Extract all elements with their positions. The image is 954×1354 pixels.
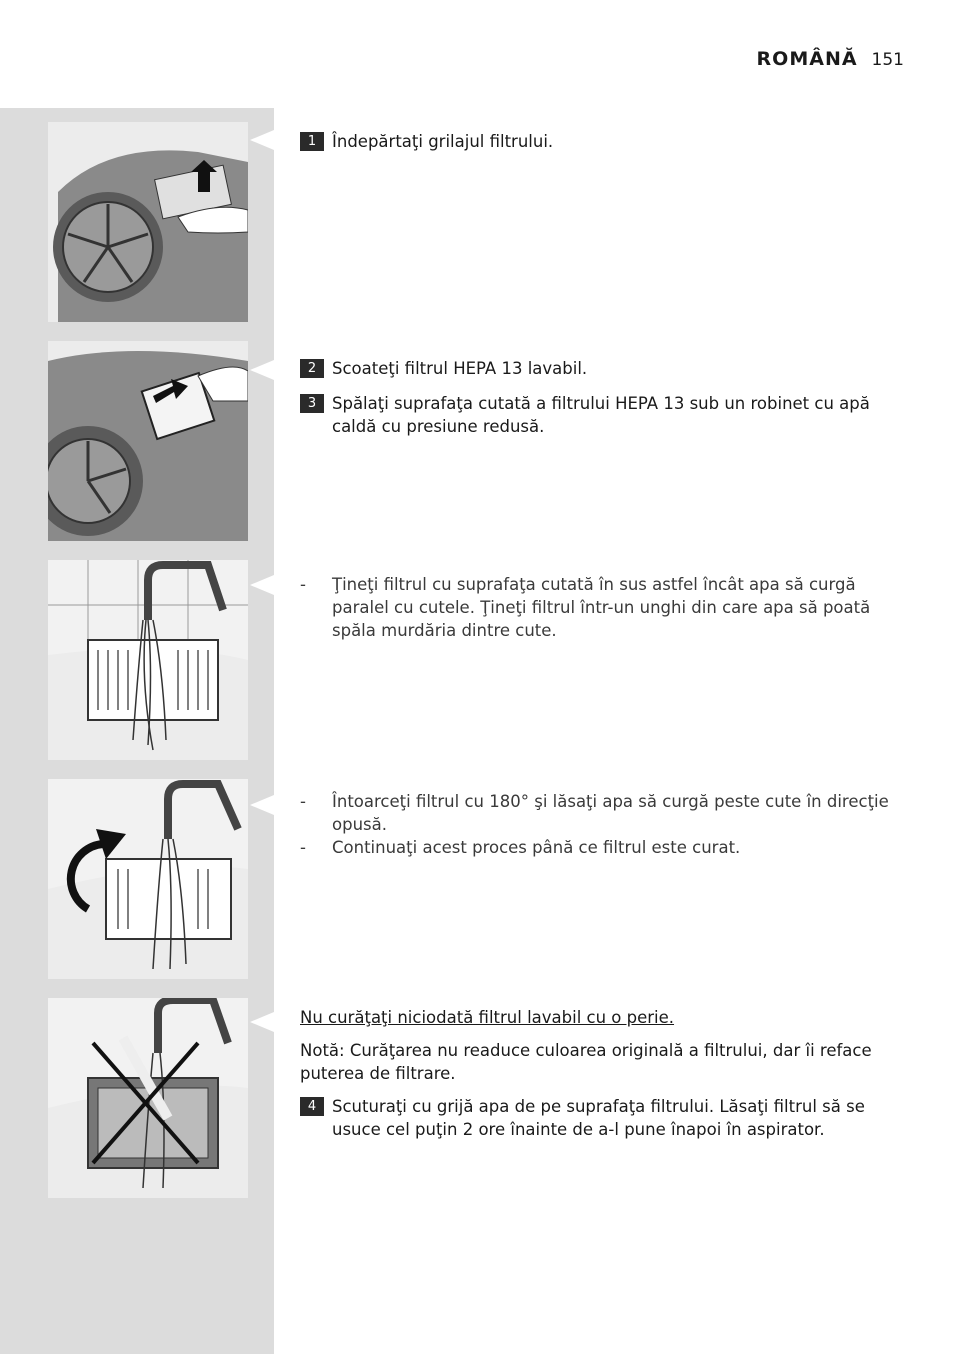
warning-text: Nu curăţaţi niciodată filtrul lavabil cu o perie. [300, 1008, 675, 1027]
illustration-pointer [250, 795, 274, 815]
bullet-dash: - [300, 792, 306, 811]
step-2 [300, 357, 910, 380]
step-3 [300, 392, 910, 438]
step-number-badge: 3 [300, 394, 324, 413]
hepa-filter-icon [48, 341, 248, 541]
step-text: Spălaţi suprafaţa cutată a filtrului HEPA 13 sub un robinet cu apă caldă cu presiune redusă. [332, 394, 870, 436]
bullet-text: Întoarceţi filtrul cu 180° şi lăsaţi apa să curgă peste cute în direcţie opusă. [332, 792, 889, 834]
page-header [757, 48, 904, 70]
bullet-item [300, 573, 910, 642]
step-1 [300, 130, 910, 153]
filter-rotate-icon [48, 779, 248, 979]
bullet-dash: - [300, 838, 306, 857]
bullet-text: Ţineţi filtrul cu suprafaţa cutată în sus astfel încât apa să curgă paralel cu cutele. Ţineţi filtrul într-un unghi din care apa să poată spăla murdăria dintre cute. [332, 575, 871, 640]
final-block [300, 1006, 910, 1141]
page-number: 151 [871, 50, 904, 70]
bullet-dash: - [300, 575, 306, 594]
bullet-text: Continuaţi acest proces până ce filtrul este curat. [332, 838, 741, 857]
bullet-block-hold [300, 573, 910, 642]
step-4 [300, 1095, 910, 1141]
no-brush-icon [48, 998, 248, 1198]
language-label: ROMÂNĂ [756, 48, 858, 70]
step-text: Îndepărtaţi grilajul filtrului. [332, 132, 554, 151]
steps-2-3-block [300, 357, 910, 438]
filter-rinse-icon [48, 560, 248, 760]
bullet-block-rotate [300, 790, 910, 859]
step-number-badge: 1 [300, 132, 324, 151]
step-text: Scoateţi filtrul HEPA 13 lavabil. [332, 359, 588, 378]
vacuum-grille-icon [48, 122, 248, 322]
illustration-pointer [250, 130, 274, 150]
step-number-badge: 2 [300, 359, 324, 378]
illustration-pointer [250, 360, 274, 380]
note-text: Notă: Curăţarea nu readuce culoarea originală a filtrului, dar îi reface puterea de filtrare. [300, 1041, 872, 1083]
bullet-item [300, 790, 910, 836]
illustration-pointer [250, 575, 274, 595]
step-number-badge: 4 [300, 1097, 324, 1116]
illustration-pointer [250, 1012, 274, 1032]
step-text: Scuturaţi cu grijă apa de pe suprafaţa filtrului. Lăsaţi filtrul să se usuce cel puţin 2 ore înainte de a-l pune înapoi în aspirator. [332, 1097, 865, 1139]
step-1-block [300, 130, 910, 153]
bullet-item [300, 836, 910, 859]
